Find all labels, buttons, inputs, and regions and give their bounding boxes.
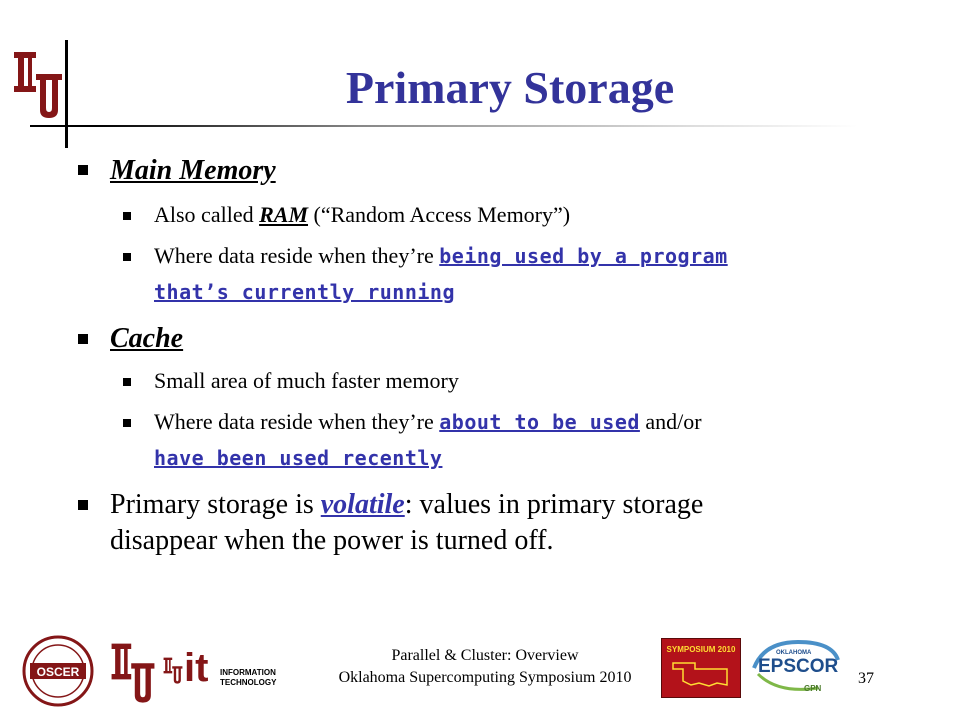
used-recently-link[interactable]: have been used recently — [154, 446, 443, 470]
footer-line-1: Parallel & Cluster: Overview — [391, 647, 579, 664]
bullet-marker — [78, 500, 88, 510]
ou-it-logo — [162, 646, 277, 702]
oscer-seal-logo — [16, 635, 100, 707]
bullet-marker — [78, 334, 88, 344]
symposium-2010-logo — [661, 638, 741, 698]
ou-small-logo-icon — [162, 656, 184, 686]
gpn-text: GPN — [804, 684, 822, 693]
sub-bullet-marker — [123, 378, 131, 386]
volatile-line — [110, 488, 703, 522]
cache-heading-text: Cache — [110, 323, 184, 354]
epscor-text: EPSCOR — [758, 656, 839, 677]
bullet-marker — [78, 165, 88, 175]
it-logo-sub2: TECHNOLOGY — [220, 678, 277, 687]
volatile-suffix: : values in primary storage — [404, 489, 704, 520]
cache-small-area-line: Small area of much faster memory — [154, 368, 459, 393]
cache-heading — [110, 322, 183, 356]
ou-footer-logo-icon — [108, 640, 158, 708]
about-to-be-used-link[interactable]: about to be used — [439, 410, 640, 434]
main-memory-heading — [110, 154, 276, 188]
main-memory-heading-text: Main Memory — [110, 155, 276, 186]
cache-where-line-2 — [154, 443, 442, 473]
page-title: Primary Storage — [345, 62, 675, 113]
it-logo-sub1: INFORMATION — [220, 668, 276, 677]
and-or-text: and/or — [639, 409, 702, 434]
ram-term: RAM — [259, 202, 309, 227]
symposium-logo-text: SYMPOSIUM 2010 — [666, 645, 736, 654]
ram-suffix: (“Random Access Memory”) — [308, 202, 571, 227]
being-used-link[interactable]: being used by a program — [439, 244, 728, 268]
sub-bullet-marker — [123, 253, 131, 261]
ou-logo-icon — [10, 48, 66, 124]
title-horizontal-rule — [30, 125, 858, 127]
volatile-term[interactable]: volatile — [320, 489, 405, 520]
currently-running-link[interactable]: that’s currently running — [154, 280, 455, 304]
sub-bullet-marker — [123, 212, 131, 220]
where-prefix: Where data reside when they’re — [154, 243, 440, 268]
main-memory-where-line-2 — [154, 277, 455, 307]
title-vertical-rule — [65, 40, 68, 148]
volatile-prefix: Primary storage is — [110, 489, 321, 520]
footer — [300, 645, 670, 689]
it-logo-text: it — [184, 646, 209, 690]
cache-where-line — [154, 407, 702, 437]
oscer-seal-text: OSCER — [36, 665, 80, 679]
epscor-top-text: OKLAHOMA — [776, 650, 812, 656]
epscor-logo — [748, 638, 844, 700]
oklahoma-map-icon — [671, 659, 731, 689]
ram-line — [154, 200, 570, 230]
cache-where-prefix: Where data reside when they’re — [154, 409, 440, 434]
sub-bullet-marker — [123, 419, 131, 427]
volatile-line-2: disappear when the power is turned off. — [110, 525, 554, 556]
page-number: 37 — [858, 670, 874, 687]
main-memory-where-line — [154, 241, 728, 271]
footer-line-2: Oklahoma Supercomputing Symposium 2010 — [338, 669, 632, 686]
ram-prefix: Also called — [154, 202, 260, 227]
